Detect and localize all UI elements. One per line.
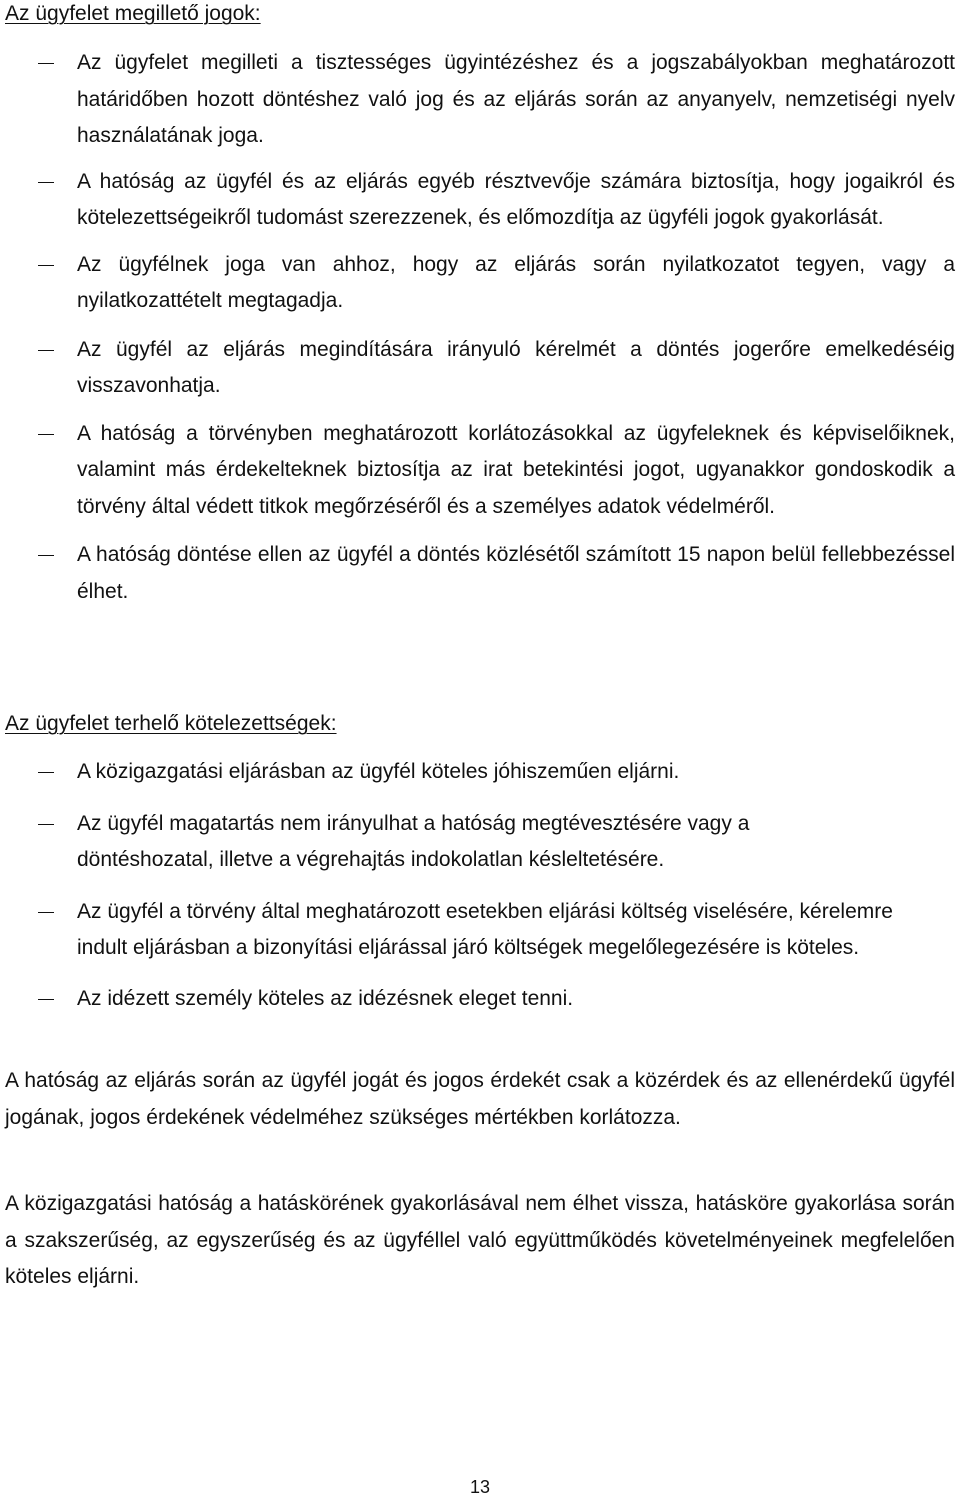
- dash-bullet-icon: [38, 981, 54, 1018]
- list-item-text: A hatóság az ügyfél és az eljárás egyéb résztvevője számára biztosítja, hogy jogaikról és kötelezettségeikről tudomást szerezzenek, és előmozdítja az ügyféli jogok gyakorlását.: [77, 169, 955, 229]
- obligations-list: [5, 754, 955, 1017]
- dash-bullet-icon: [38, 45, 54, 82]
- rights-heading: Az ügyfelet megillető jogok:: [5, 2, 261, 25]
- dash-bullet-icon: [38, 164, 54, 201]
- dash-bullet-icon: [38, 332, 54, 369]
- list-item-text: Az ügyfelet megilleti a tisztességes ügyintézéshez és a jogszabályokban meghatározott határidőben hozott döntéshez való jog és az eljárás során az anyanyelv, nemzetiségi nyelv használatának joga.: [77, 51, 955, 147]
- list-item-text: Az ügyfél magatartás nem irányulhat a hatóság megtévesztésére vagy a döntéshozatal, illetve a végrehajtás indokolatlan késleltetésére.: [77, 811, 750, 871]
- list-item: [5, 537, 955, 610]
- dash-bullet-icon: [38, 806, 54, 843]
- list-item: [5, 247, 955, 320]
- list-item-text: A közigazgatási eljárásban az ügyfél köteles jóhiszeműen eljárni.: [77, 760, 680, 783]
- list-item-text: Az ügyfél a törvény által meghatározott esetekben eljárási költség viselésére, kérelemre indult eljárásban a bizonyítási eljárással járó költségek megelőlegezésére is köteles.: [77, 899, 893, 959]
- list-item-text: A hatóság döntése ellen az ügyfél a döntés közlésétől számított 15 napon belül fellebbezéssel élhet.: [77, 543, 955, 603]
- obligations-heading: Az ügyfelet terhelő kötelezettségek:: [5, 712, 337, 735]
- list-item: [5, 45, 955, 155]
- dash-bullet-icon: [38, 754, 54, 791]
- dash-bullet-icon: [38, 894, 54, 931]
- dash-bullet-icon: [38, 416, 54, 453]
- list-item: [5, 416, 955, 526]
- list-item-text: Az ügyfél az eljárás megindítására irányuló kérelmét a döntés jogerőre emelkedéséig visszavonhatja.: [77, 337, 955, 397]
- paragraph: A közigazgatási hatóság a hatáskörének gyakorlásával nem élhet vissza, hatásköre gyakorlása során a szakszerűség, az egyszerűség és az ügyféllel való együttműködés követelményeinek megfelelően köteles eljárni.: [5, 1192, 955, 1288]
- list-item-text: Az idézett személy köteles az idézésnek eleget tenni.: [77, 986, 574, 1010]
- list-item: [5, 894, 927, 967]
- list-item: [5, 164, 955, 237]
- page-number: 13: [469, 1477, 491, 1497]
- list-item-text: A hatóság a törvényben meghatározott korlátozásokkal az ügyfeleknek és képviselőiknek, valamint más érdekelteknek biztosítja az irat betekintési jogot, ugyanakkor gondoskodik a törvény által védett titkok megőrzéséről és a személyes adatok védelméről.: [77, 421, 955, 518]
- list-item: [5, 754, 955, 791]
- list-item: [5, 332, 955, 405]
- list-item: [5, 981, 955, 1018]
- list-item-text: Az ügyfélnek joga van ahhoz, hogy az eljárás során nyilatkozatot tegyen, vagy a nyilatkozattételt megtagadja.: [77, 252, 955, 312]
- dash-bullet-icon: [38, 537, 54, 574]
- list-item: [5, 806, 877, 879]
- paragraph: A hatóság az eljárás során az ügyfél jogát és jogos érdekét csak a közérdek és az ellenérdekű ügyfél jogának, jogos érdekének védelméhez szükséges mértékben korlátozza.: [5, 1069, 955, 1129]
- dash-bullet-icon: [38, 247, 54, 284]
- rights-list: [5, 45, 955, 610]
